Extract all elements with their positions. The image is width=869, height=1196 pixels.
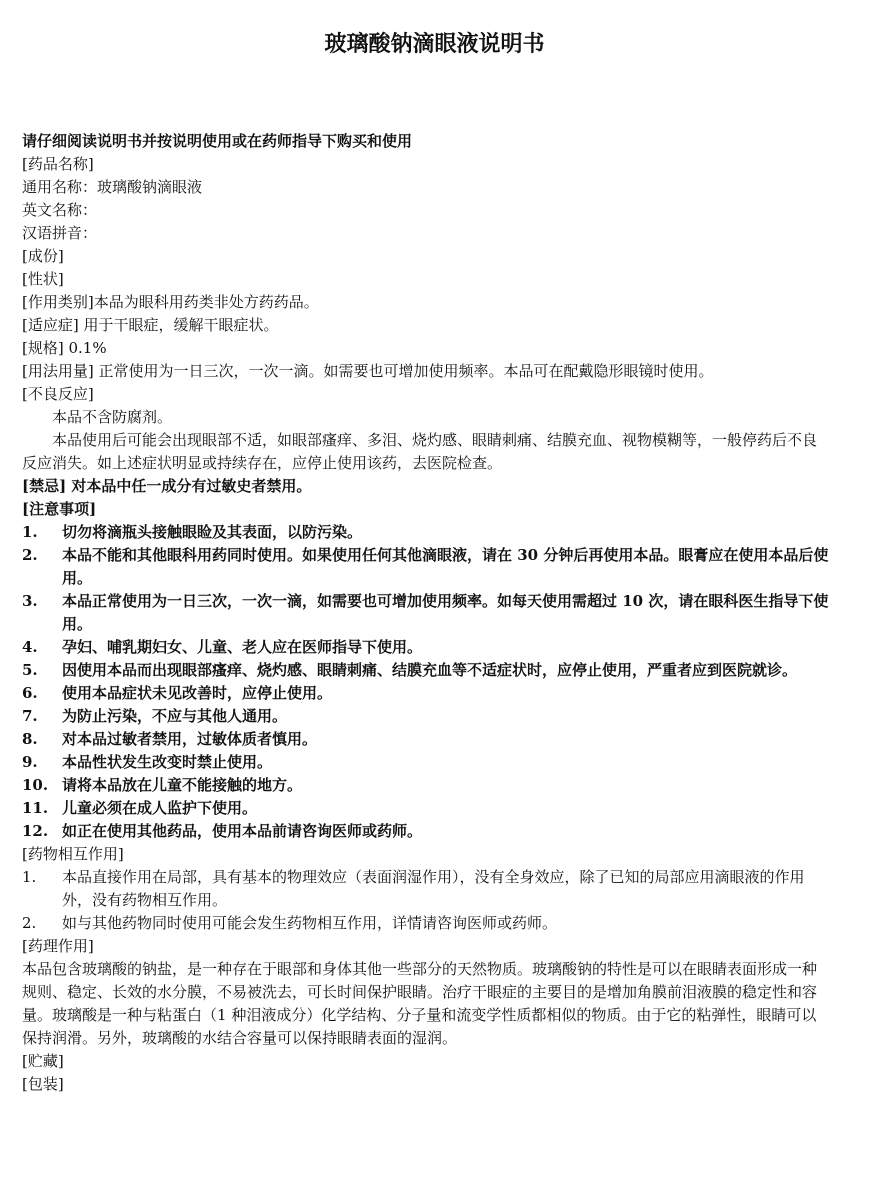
document-body (22, 130, 830, 1096)
item-number: 1. (22, 868, 37, 886)
appearance-heading: [性状] (22, 270, 64, 288)
list-item (22, 590, 830, 636)
item-number: 8. (22, 730, 38, 748)
list-item (22, 866, 830, 912)
item-text: 本品不能和其他眼科用药同时使用。如果使用任何其他滴眼液，请在 30 分钟后再使用本品。眼膏应在使用本品后使用。 (62, 546, 829, 587)
item-number: 2. (22, 546, 38, 564)
item-number: 5. (22, 661, 38, 679)
list-item (22, 682, 830, 705)
item-text: 孕妇、哺乳期妇女、儿童、老人应在医师指导下使用。 (62, 638, 423, 656)
pharmacology-heading: [药理作用] (22, 937, 94, 955)
item-number: 12. (22, 822, 49, 840)
intro-notice: 请仔细阅读说明书并按说明使用或在药师指导下购买和使用 (22, 132, 413, 150)
item-number: 3. (22, 592, 38, 610)
category-line: [作用类别]本品为眼科用药类非处方药药品。 (22, 293, 319, 311)
interactions-list (22, 866, 830, 935)
item-text: 儿童必须在成人监护下使用。 (62, 799, 258, 817)
pinyin-name: 汉语拼音： (22, 224, 98, 242)
precautions-list (22, 521, 830, 843)
precautions-heading: [注意事项] (22, 500, 97, 518)
item-number: 6. (22, 684, 38, 702)
package-heading: [包装] (22, 1075, 64, 1093)
item-number: 10. (22, 776, 49, 794)
composition-heading: [成份] (22, 247, 64, 265)
item-text: 切勿将滴瓶头接触眼睑及其表面，以防污染。 (62, 523, 363, 541)
item-text: 为防止污染，不应与其他人通用。 (62, 707, 288, 725)
list-item (22, 636, 830, 659)
list-item (22, 659, 830, 682)
item-text: 如与其他药物同时使用可能会发生药物相互作用，详情请咨询医师或药师。 (62, 914, 558, 932)
item-text: 使用本品症状未见改善时，应停止使用。 (62, 684, 333, 702)
item-number: 1. (22, 523, 38, 541)
pharmacology-text: 本品包含玻璃酸的钠盐，是一种存在于眼部和身体其他一些部分的天然物质。玻璃酸钠的特性是可以在眼睛表面形成一种规则、稳定、长效的水分膜，不易被洗去，可长时间保护眼睛。治疗干眼症的主要目的是增加角膜前泪液膜的稳定性和容量。玻璃酸是一种与粘蛋白（1 种泪液成分）化学结构、分子量和流变学性质都相似的物质。由于它的粘弹性，眼睛可以保持润滑。另外，玻璃酸的水结合容量可以保持眼睛表面的湿润。 (22, 960, 818, 1047)
list-item (22, 820, 830, 843)
item-text: 因使用本品而出现眼部瘙痒、烧灼感、眼睛刺痛、结膜充血等不适症状时，应停止使用，严重者应到医院就诊。 (62, 661, 798, 679)
item-text: 请将本品放在儿童不能接触的地方。 (62, 776, 303, 794)
spec-line: [规格] 0.1% (22, 339, 107, 357)
list-item (22, 912, 830, 935)
item-number: 11. (22, 799, 49, 817)
indication-line: [适应症] 用于干眼症，缓解干眼症状。 (22, 316, 279, 334)
item-number: 9. (22, 753, 38, 771)
list-item (22, 797, 830, 820)
contraindication-line: [禁忌] 对本品中任一成分有过敏史者禁用。 (22, 477, 312, 495)
list-item (22, 728, 830, 751)
item-text: 本品直接作用在局部，具有基本的物理效应（表面润湿作用），没有全身效应，除了已知的局部应用滴眼液的作用外，没有药物相互作用。 (62, 868, 805, 909)
item-number: 7. (22, 707, 38, 725)
drug-name-heading: [药品名称] (22, 155, 94, 173)
generic-name: 通用名称：玻璃酸钠滴眼液 (22, 178, 203, 196)
list-item (22, 705, 830, 728)
list-item (22, 544, 830, 590)
storage-heading: [贮藏] (22, 1052, 64, 1070)
item-text: 对本品过敏者禁用，过敏体质者慎用。 (62, 730, 318, 748)
english-name: 英文名称： (22, 201, 98, 219)
item-number: 4. (22, 638, 38, 656)
dosage-line: [用法用量] 正常使用为一日三次，一次一滴。如需要也可增加使用频率。本品可在配戴隐形眼镜时使用。 (22, 362, 714, 380)
document-title: 玻璃酸钠滴眼液说明书 (324, 32, 545, 57)
item-text: 如正在使用其他药品，使用本品前请咨询医师或药师。 (62, 822, 423, 840)
interactions-heading: [药物相互作用] (22, 845, 124, 863)
list-item (22, 774, 830, 797)
adverse-paragraph-1: 本品不含防腐剂。 (52, 408, 173, 426)
item-text: 本品性状发生改变时禁止使用。 (62, 753, 273, 771)
item-number: 2. (22, 914, 37, 932)
list-item (22, 521, 830, 544)
item-text: 本品正常使用为一日三次，一次一滴，如需要也可增加使用频率。如每天使用需超过 10 次，请在眼科医生指导下使用。 (62, 592, 829, 633)
list-item (22, 751, 830, 774)
adverse-paragraph-2: 本品使用后可能会出现眼部不适，如眼部瘙痒、多泪、烧灼感、眼睛刺痛、结膜充血、视物模糊等，一般停药后不良反应消失。如上述症状明显或持续存在，应停止使用该药，去医院检查。 (22, 431, 818, 472)
adverse-heading: [不良反应] (22, 385, 94, 403)
